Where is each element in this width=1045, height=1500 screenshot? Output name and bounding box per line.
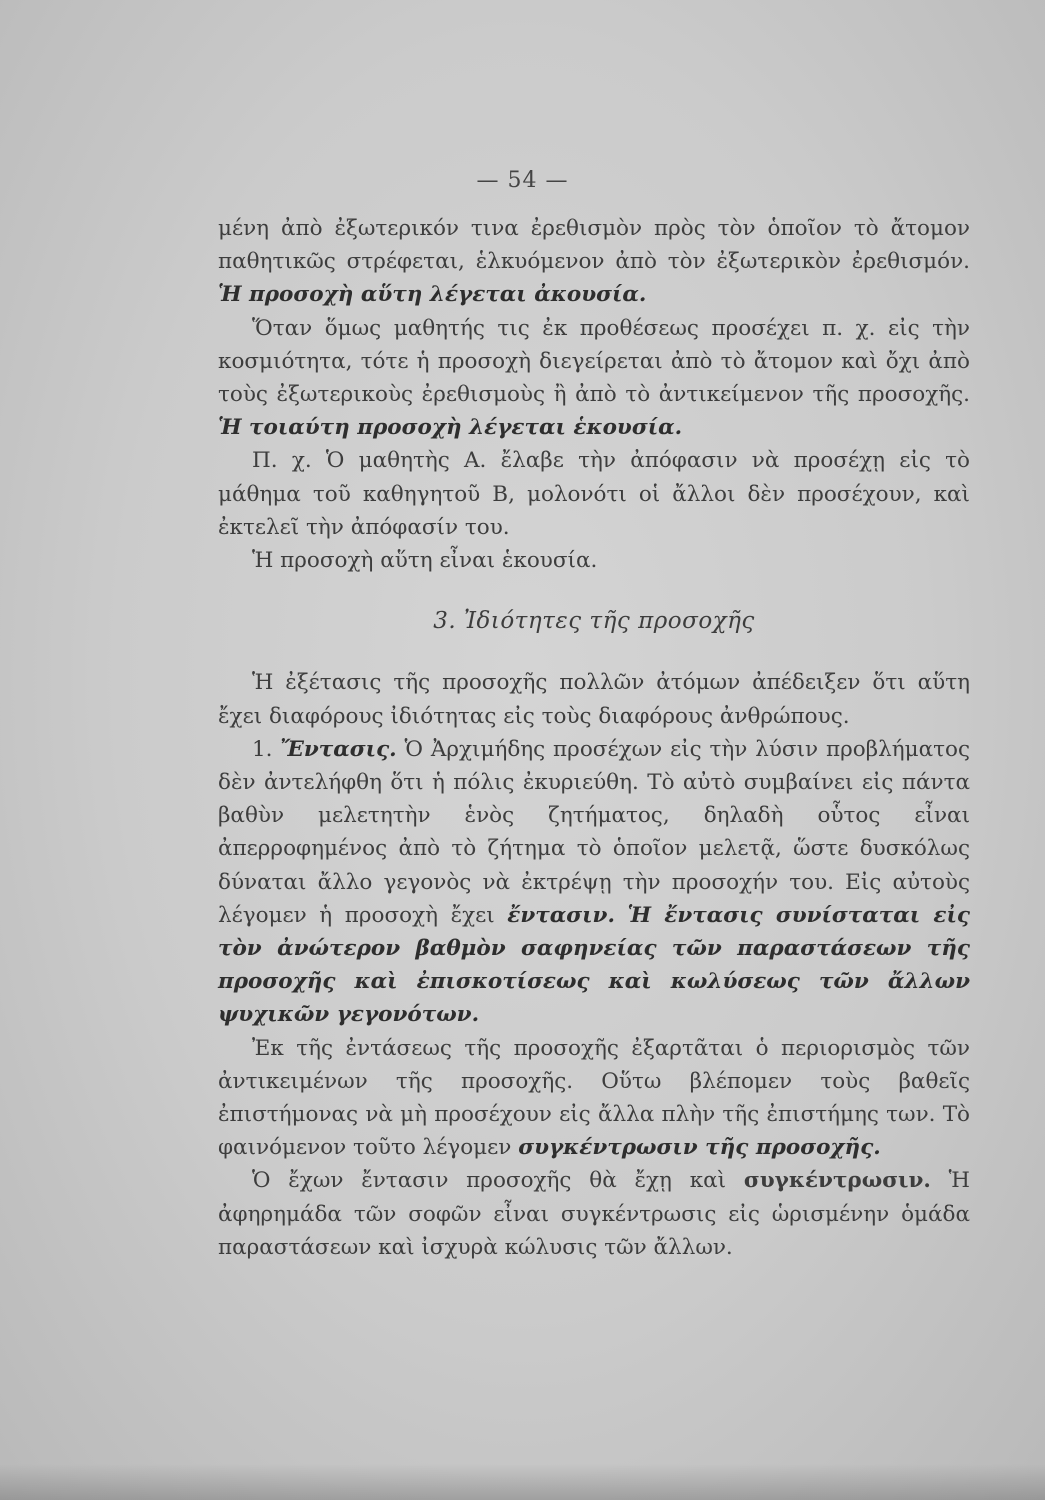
- paragraph-text: Ἐκ τῆς ἐντάσεως τῆς προσοχῆς ἐξαρτᾶται ὁ περιορισμὸς τῶν ἀντικειμένων τῆς προσοχῆς. Οὕτω βλέπομεν τοὺς βαθεῖς ἐπιστήμονας νὰ μὴ προσέχουν εἰς ἄλλα πλὴν τῆς ἐπιστήμης των. Τὸ φαινόμενον τοῦτο λέγομεν: [218, 1035, 970, 1161]
- paragraph-text: Ὁ Ἀρχιμήδης προσέχων εἰς τὴν λύσιν προβλήματος δὲν ἀντελήφθη ὅτι ἡ πόλις ἐκυριεύθη. Τὸ αὐτὸ συμβαίνει εἰς πάντα βαθὺν μελετητὴν ἑνὸς ζητήματος, δηλαδὴ οὗτος εἶναι ἀπερροφημένος ἀπὸ τὸ ζήτημα τὸ ὁποῖον μελετᾷ, ὥστε δυσκόλως δύναται ἄλλο γεγονὸς νὰ ἐκτρέψῃ τὴν προσοχήν του. Εἰς αὐτοὺς λέγομεν ἡ προσοχὴ ἔχει: [218, 736, 970, 928]
- list-number: 1.: [252, 736, 273, 762]
- term-intensity: Ἔντασις.: [280, 736, 397, 762]
- definition-intensity: Ἡ ἔντασις συνίσταται εἰς τὸν ἀνώτερον βαθμὸν σαφηνείας τῶν παραστάσεων τῆς προσοχῆς καὶ ἐπισκοτίσεως καὶ κωλύσεως τῶν ἄλλων ψυχικῶν γεγονότων.: [218, 902, 970, 1028]
- paragraph-voluntary: [218, 312, 970, 445]
- body-text: [218, 212, 970, 1264]
- term-intensity-inline: ἔντασιν.: [507, 902, 615, 928]
- term-concentration: συγκέντρωσιν τῆς προσοχῆς.: [518, 1135, 881, 1161]
- term-concentration-bold: συγκέντρωσιν.: [743, 1168, 931, 1194]
- section-heading: 3. Ἰδιότητες τῆς προσοχῆς: [433, 608, 755, 635]
- definition-voluntary: Ἡ τοιαύτη προσοχὴ λέγεται ἑκουσία.: [218, 415, 683, 441]
- paragraph-text: Ἡ ἐξέτασις τῆς προσοχῆς πολλῶν ἀτόμων ἀπέδειξεν ὅτι αὕτη ἔχει διαφόρους ἰδιότητας εἰς τοὺς διαφόρους ἀνθρώπους.: [218, 670, 970, 729]
- paragraph-text: Ἡ προσοχὴ αὕτη εἶναι ἑκουσία.: [252, 548, 598, 574]
- paragraph-intensity: [218, 733, 970, 1032]
- paragraph-text: Ἡ ἀφηρημάδα τῶν σοφῶν εἶναι συγκέντρωσις εἰς ὡρισμένην ὁμάδα παραστάσεων καὶ ἰσχυρὰ κώλυσις τῶν ἄλλων.: [218, 1168, 970, 1260]
- paragraph-text: Ὁ ἔχων ἔντασιν προσοχῆς θὰ ἔχῃ καὶ: [252, 1168, 727, 1194]
- paragraph-text: μένη ἀπὸ ἐξωτερικόν τινα ἐρεθισμὸν πρὸς τὸν ὁποῖον τὸ ἄτομον παθητικῶς στρέφεται, ἑλκυόμενον ἀπὸ τὸν ἐξωτερικὸν ἐρεθισμόν.: [218, 216, 970, 275]
- page-edge-shadow: [0, 1464, 1045, 1500]
- paragraph-conclusion: [218, 544, 970, 577]
- paragraph-absentmindedness: [218, 1164, 970, 1264]
- definition-involuntary: Ἡ προσοχὴ αὕτη λέγεται ἀκουσία.: [218, 282, 647, 308]
- paragraph-text: Ὅταν ὅμως μαθητής τις ἐκ προθέσεως προσέχει π. χ. εἰς τὴν κοσμιότητα, τότε ἡ προσοχὴ διεγείρεται ἀπὸ τὸ ἄτομον καὶ ὄχι ἀπὸ τοὺς ἐξωτερικοὺς ἐρεθισμοὺς ἢ ἀπὸ τὸ ἀντικείμενον τῆς προσοχῆς.: [218, 315, 970, 408]
- page-number: — 54 —: [476, 168, 569, 193]
- paragraph-text: Π. χ. Ὁ μαθητὴς Α. ἔλαβε τὴν ἀπόφασιν νὰ προσέχῃ εἰς τὸ μάθημα τοῦ καθηγητοῦ Β, μολονότι οἱ ἄλλοι δὲν προσέχουν, καὶ ἐκτελεῖ τὴν ἀπόφασίν του.: [218, 448, 970, 540]
- paragraph-example: [218, 444, 970, 544]
- paragraph-continuation: [218, 212, 970, 312]
- paragraph-concentration: [218, 1032, 970, 1165]
- paragraph-properties-intro: [218, 666, 970, 732]
